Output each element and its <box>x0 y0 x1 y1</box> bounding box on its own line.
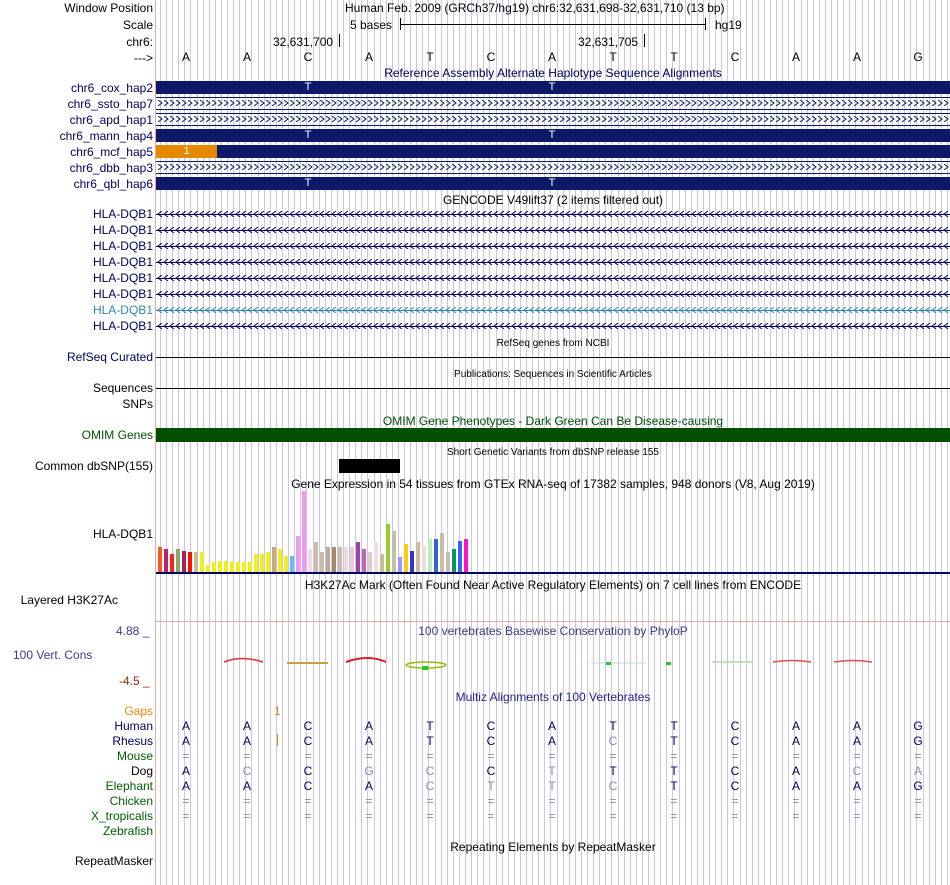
h3k27ac-divider <box>156 621 950 622</box>
scale-text: 5 bases <box>350 18 393 32</box>
multiz-base: G <box>913 734 923 748</box>
gencode-transcript-label[interactable]: HLA-DQB1 <box>92 319 153 333</box>
publications-line <box>156 388 950 389</box>
omim-label[interactable]: OMIM Genes <box>81 428 153 442</box>
gtex-tissue-bar[interactable] <box>206 565 210 572</box>
gtex-tissue-bar[interactable] <box>446 552 450 572</box>
multiz-base: C <box>303 719 313 733</box>
gtex-tissue-bar[interactable] <box>302 491 306 572</box>
strand-chevrons <box>156 307 950 313</box>
strand-chevrons <box>156 164 950 170</box>
gtex-tissue-bar[interactable] <box>266 552 270 572</box>
omim-feature[interactable] <box>156 428 950 442</box>
ruler-base: A <box>181 50 190 64</box>
alt-hap-mismatch: T <box>304 129 312 141</box>
multiz-base: C <box>303 779 313 793</box>
multiz-base: A <box>242 779 251 793</box>
gtex-tissue-bar[interactable] <box>212 562 216 572</box>
alt-hap-label[interactable]: chr6_mcf_hap5 <box>70 145 153 159</box>
multiz-base: C <box>303 764 313 778</box>
multiz-base: C <box>242 764 252 778</box>
multiz-base: T <box>609 719 617 733</box>
multiz-base: = <box>731 809 739 823</box>
multiz-base: A <box>547 719 556 733</box>
alt-hap-bar[interactable] <box>156 129 950 142</box>
gtex-tissue-bar[interactable] <box>368 552 372 572</box>
multiz-base: C <box>425 764 435 778</box>
snps-label[interactable]: SNPs <box>122 397 153 411</box>
gtex-tissue-bar[interactable] <box>314 542 318 572</box>
refseq-line <box>156 357 950 358</box>
gtex-tissue-bar[interactable] <box>308 549 312 572</box>
multiz-base: = <box>670 809 678 823</box>
gtex-tissue-bar[interactable] <box>278 549 282 572</box>
rhesus-insertion-mark <box>277 734 278 746</box>
ruler-base: C <box>486 50 496 64</box>
strand-chevrons <box>156 275 950 281</box>
gaps-mark: 1 <box>274 704 281 718</box>
gtex-tissue-bar[interactable] <box>332 547 336 572</box>
multiz-base: T <box>426 734 434 748</box>
multiz-species-label[interactable]: Mouse <box>116 749 153 763</box>
multiz-base: A <box>181 719 190 733</box>
multiz-base: = <box>426 794 434 808</box>
window-position-label: Window Position <box>64 1 153 15</box>
alt-hap-chevron-bar[interactable] <box>156 161 950 174</box>
strand-chevrons <box>156 243 950 249</box>
multiz-base: T <box>426 719 434 733</box>
multiz-base: A <box>181 779 190 793</box>
ruler-base: A <box>242 50 251 64</box>
gtex-tissue-bar[interactable] <box>200 552 204 572</box>
gtex-tissue-bar[interactable] <box>428 539 432 572</box>
multiz-base: = <box>426 749 434 763</box>
gtex-tissue-bar[interactable] <box>272 547 276 572</box>
gtex-tissue-bar[interactable] <box>188 552 192 572</box>
alt-hap-chevron-bar[interactable] <box>156 113 950 126</box>
gtex-tissue-bar[interactable] <box>458 541 462 572</box>
alt-hap-chevron-bar[interactable] <box>156 97 950 110</box>
gtex-tissue-bar[interactable] <box>452 549 456 572</box>
multiz-base: = <box>914 809 922 823</box>
multiz-base: = <box>914 794 922 808</box>
multiz-base: = <box>792 794 800 808</box>
multiz-base: = <box>853 749 861 763</box>
multiz-base: = <box>243 749 251 763</box>
gencode-transcript-line[interactable] <box>156 278 950 279</box>
scale-bar <box>400 18 706 30</box>
gencode-transcript-label[interactable]: HLA-DQB1 <box>92 287 153 301</box>
ruler-base: C <box>730 50 740 64</box>
multiz-base: A <box>181 734 190 748</box>
ruler-base: A <box>852 50 861 64</box>
coord-2: 32,631,705 <box>578 35 639 49</box>
gtex-tissue-bar[interactable] <box>170 554 174 572</box>
multiz-base: = <box>243 794 251 808</box>
multiz-base: A <box>791 764 800 778</box>
omim-title: OMIM Gene Phenotypes - Dark Green Can Be Disease-causing <box>382 414 724 428</box>
gencode-transcript-label[interactable]: HLA-DQB1 <box>92 271 153 285</box>
gencode-transcript-line[interactable] <box>156 230 950 231</box>
multiz-base: A <box>242 719 251 733</box>
multiz-base: C <box>730 779 740 793</box>
multiz-base: = <box>792 749 800 763</box>
gtex-tissue-bar[interactable] <box>260 554 264 572</box>
gencode-transcript-label[interactable]: HLA-DQB1 <box>92 239 153 253</box>
multiz-base: = <box>426 809 434 823</box>
multiz-base: T <box>670 764 678 778</box>
gtex-baseline <box>156 572 950 574</box>
alt-hap-bar[interactable] <box>156 177 950 190</box>
gencode-transcript-line[interactable] <box>156 262 950 263</box>
multiz-base: = <box>609 809 617 823</box>
multiz-base: = <box>304 749 312 763</box>
alt-hap-label[interactable]: chr6_cox_hap2 <box>70 81 153 95</box>
gtex-tissue-bar[interactable] <box>404 544 408 572</box>
gtex-tissue-bar[interactable] <box>224 561 228 572</box>
gtex-tissue-bar[interactable] <box>362 549 366 572</box>
gtex-label[interactable]: HLA-DQB1 <box>92 527 153 541</box>
gtex-title: Gene Expression in 54 tissues from GTEx RNA-seq of 17382 samples, 948 donors (V8, Aug 2019) <box>291 477 815 491</box>
multiz-base: = <box>670 794 678 808</box>
multiz-base: A <box>791 779 800 793</box>
gtex-tissue-bar[interactable] <box>296 536 300 572</box>
multiz-base: C <box>608 779 618 793</box>
refseq-title: RefSeq genes from NCBI <box>496 338 610 349</box>
multiz-base: T <box>487 779 495 793</box>
multiz-base: A <box>913 764 922 778</box>
gencode-transcript-line[interactable] <box>156 310 950 311</box>
multiz-base: = <box>182 794 190 808</box>
gtex-tissue-bar[interactable] <box>182 551 186 572</box>
gencode-transcript-label[interactable]: HLA-DQB1 <box>92 223 153 237</box>
multiz-base: A <box>791 734 800 748</box>
multiz-base: = <box>853 794 861 808</box>
multiz-base: = <box>731 749 739 763</box>
h3k27ac-label[interactable]: Layered H3K27Ac <box>20 593 118 607</box>
multiz-base: = <box>182 809 190 823</box>
alt-hap-insertion[interactable]: 1 <box>156 145 217 158</box>
multiz-base: A <box>791 719 800 733</box>
multiz-base: = <box>243 809 251 823</box>
multiz-base: C <box>486 734 496 748</box>
gtex-tissue-bar[interactable] <box>326 547 330 572</box>
multiz-species-label[interactable]: Dog <box>130 764 153 778</box>
multiz-base: = <box>365 749 373 763</box>
conservation-ymax: 4.88 _ <box>116 624 150 638</box>
sequences-label[interactable]: Sequences <box>92 381 153 395</box>
gencode-transcript-label[interactable]: HLA-DQB1 <box>92 255 153 269</box>
window-position-value: Human Feb. 2009 (GRCh37/hg19) chr6:32,631,698-32,631,710 (13 bp) <box>345 1 725 15</box>
alt-hap-label[interactable]: chr6_qbl_hap6 <box>73 177 153 191</box>
gencode-transcript-line[interactable] <box>156 326 950 327</box>
gtex-tissue-bar[interactable] <box>464 539 468 572</box>
multiz-base: G <box>364 764 374 778</box>
gtex-tissue-bar[interactable] <box>380 554 384 572</box>
multiz-base: A <box>547 734 556 748</box>
ruler-base: A <box>791 50 800 64</box>
multiz-base: = <box>365 794 373 808</box>
alt-hap-mismatch: T <box>548 177 556 189</box>
alt-hap-mismatch: T <box>304 177 312 189</box>
gencode-transcript-line[interactable] <box>156 214 950 215</box>
alt-hap-bar[interactable] <box>156 145 950 158</box>
coord-1: 32,631,700 <box>273 35 334 49</box>
multiz-base: = <box>548 749 556 763</box>
multiz-species-label[interactable]: X_tropicalis <box>90 809 153 823</box>
alt-hap-label[interactable]: chr6_mann_hap4 <box>59 129 153 143</box>
strand-chevrons <box>156 211 950 217</box>
multiz-species-label[interactable]: Zebrafish <box>102 824 153 838</box>
multiz-base: C <box>486 719 496 733</box>
multiz-base: T <box>609 764 617 778</box>
multiz-base: = <box>609 749 617 763</box>
publications-title: Publications: Sequences in Scientific Articles <box>454 369 652 380</box>
multiz-base: A <box>364 734 373 748</box>
gtex-tissue-bar[interactable] <box>164 549 168 572</box>
multiz-base: T <box>548 779 556 793</box>
gaps-label: Gaps <box>124 704 153 718</box>
strand-chevrons <box>156 323 950 329</box>
gtex-tissue-bar[interactable] <box>350 547 354 572</box>
multiz-base: = <box>487 794 495 808</box>
multiz-base: = <box>548 794 556 808</box>
gtex-tissue-bar[interactable] <box>356 542 360 572</box>
gtex-tissue-bar[interactable] <box>434 539 438 572</box>
h3k27ac-title: H3K27Ac Mark (Often Found Near Active Regulatory Elements) on 7 cell lines from ENCODE <box>304 578 802 592</box>
strand-chevrons <box>156 100 950 106</box>
multiz-base: = <box>853 809 861 823</box>
gencode-title[interactable]: GENCODE V49lift37 (2 items filtered out) <box>442 193 664 207</box>
ruler-base: T <box>609 50 617 64</box>
multiz-base: T <box>670 734 678 748</box>
strand-chevrons <box>156 116 950 122</box>
multiz-species-label[interactable]: Elephant <box>105 779 153 793</box>
gtex-tissue-bar[interactable] <box>416 542 420 572</box>
alt-hap-bar[interactable] <box>156 81 950 94</box>
gtex-tissue-bar[interactable] <box>290 556 294 572</box>
gtex-tissue-bar[interactable] <box>284 556 288 572</box>
coord-2-tick <box>644 34 645 47</box>
refseq-label[interactable]: RefSeq Curated <box>66 350 153 364</box>
conservation-ymin: -4.5 _ <box>119 674 150 688</box>
multiz-species-label[interactable]: Rhesus <box>112 734 153 748</box>
gtex-tissue-bar[interactable] <box>176 549 180 572</box>
scale-db: hg19 <box>715 18 742 32</box>
multiz-base: A <box>852 779 861 793</box>
alt-hap-mismatch: T <box>548 81 556 93</box>
multiz-base: C <box>730 734 740 748</box>
conservation-plot[interactable] <box>156 650 950 674</box>
scale-label: Scale <box>122 18 153 32</box>
gtex-tissue-bar[interactable] <box>248 562 252 572</box>
multiz-base: = <box>365 809 373 823</box>
multiz-base: A <box>364 779 373 793</box>
multiz-base: = <box>670 749 678 763</box>
repeatmasker-label[interactable]: RepeatMasker <box>74 854 153 868</box>
gencode-transcript-line[interactable] <box>156 294 950 295</box>
multiz-base: = <box>304 809 312 823</box>
ruler-base: G <box>913 50 923 64</box>
strand-chevrons <box>156 227 950 233</box>
strand-chevrons <box>156 259 950 265</box>
gtex-tissue-bar[interactable] <box>392 531 396 572</box>
multiz-base: T <box>670 719 678 733</box>
alt-hap-label[interactable]: chr6_ssto_hap7 <box>67 97 153 111</box>
multiz-base: = <box>548 809 556 823</box>
gtex-tissue-bar[interactable] <box>230 562 234 572</box>
alt-hap-label[interactable]: chr6_dbb_hap3 <box>69 161 153 175</box>
alt-hap-mismatch: T <box>304 81 312 93</box>
repeatmasker-title: Repeating Elements by RepeatMasker <box>450 840 656 854</box>
multiz-base: C <box>730 719 740 733</box>
multiz-base: G <box>913 719 923 733</box>
gtex-tissue-bar[interactable] <box>374 542 378 572</box>
dbsnp-title: Short Genetic Variants from dbSNP release 155 <box>447 447 659 458</box>
alt-hap-label[interactable]: chr6_apd_hap1 <box>69 113 153 127</box>
gencode-transcript-label[interactable]: HLA-DQB1 <box>92 207 153 221</box>
multiz-base: A <box>242 734 251 748</box>
multiz-base: A <box>181 764 190 778</box>
strand-label: ---> <box>134 51 153 65</box>
gtex-tissue-bar[interactable] <box>158 547 162 572</box>
gtex-tissue-bar[interactable] <box>386 524 390 572</box>
gtex-chart[interactable] <box>156 490 950 576</box>
multiz-base: C <box>730 764 740 778</box>
alt-hap-title[interactable]: Reference Assembly Alternate Haplotype Sequence Alignments <box>384 66 722 80</box>
ruler-base: C <box>303 50 313 64</box>
gtex-tissue-bar[interactable] <box>338 547 342 572</box>
coord-1-tick <box>339 34 340 47</box>
multiz-base: G <box>913 779 923 793</box>
ruler-base: A <box>547 50 556 64</box>
multiz-species-label[interactable]: Chicken <box>109 794 153 808</box>
multiz-base: A <box>852 734 861 748</box>
gtex-tissue-bar[interactable] <box>344 547 348 572</box>
conservation-label[interactable]: 100 Vert. Cons <box>13 648 93 662</box>
multiz-base: = <box>914 749 922 763</box>
gencode-transcript-line[interactable] <box>156 246 950 247</box>
multiz-base: = <box>487 749 495 763</box>
multiz-species-label[interactable]: Human <box>114 719 153 733</box>
conservation-title: 100 vertebrates Basewise Conservation by PhyloP <box>418 624 688 638</box>
ruler-base: T <box>426 50 434 64</box>
multiz-title: Multiz Alignments of 100 Vertebrates <box>455 690 651 704</box>
chrom-label: chr6: <box>126 35 153 49</box>
multiz-base: T <box>670 779 678 793</box>
multiz-base: = <box>487 809 495 823</box>
dbsnp-label[interactable]: Common dbSNP(155) <box>34 459 153 473</box>
multiz-base: = <box>792 809 800 823</box>
multiz-base: = <box>731 794 739 808</box>
multiz-base: = <box>182 749 190 763</box>
gtex-tissue-bar[interactable] <box>398 557 402 572</box>
gtex-tissue-bar[interactable] <box>422 546 426 572</box>
strand-chevrons <box>156 291 950 297</box>
multiz-base: A <box>852 719 861 733</box>
multiz-base: C <box>852 764 862 778</box>
ruler-base: A <box>364 50 373 64</box>
multiz-base: = <box>304 794 312 808</box>
multiz-base: T <box>548 764 556 778</box>
multiz-base: A <box>364 719 373 733</box>
multiz-base: C <box>425 779 435 793</box>
gtex-tissue-bar[interactable] <box>236 562 240 572</box>
gtex-tissue-bar[interactable] <box>320 552 324 572</box>
multiz-base: C <box>608 734 618 748</box>
alt-hap-mismatch: T <box>548 129 556 141</box>
gtex-tissue-bar[interactable] <box>194 552 198 572</box>
gencode-transcript-label[interactable]: HLA-DQB1 <box>92 303 153 317</box>
gtex-tissue-bar[interactable] <box>254 554 258 572</box>
gtex-tissue-bar[interactable] <box>242 562 246 572</box>
dbsnp-variant[interactable] <box>339 459 400 473</box>
multiz-base: C <box>486 764 496 778</box>
multiz-base: = <box>609 794 617 808</box>
ruler-base: T <box>670 50 678 64</box>
gtex-tissue-bar[interactable] <box>410 551 414 572</box>
gtex-tissue-bar[interactable] <box>440 533 444 572</box>
gtex-tissue-bar[interactable] <box>218 561 222 572</box>
multiz-base: C <box>303 734 313 748</box>
